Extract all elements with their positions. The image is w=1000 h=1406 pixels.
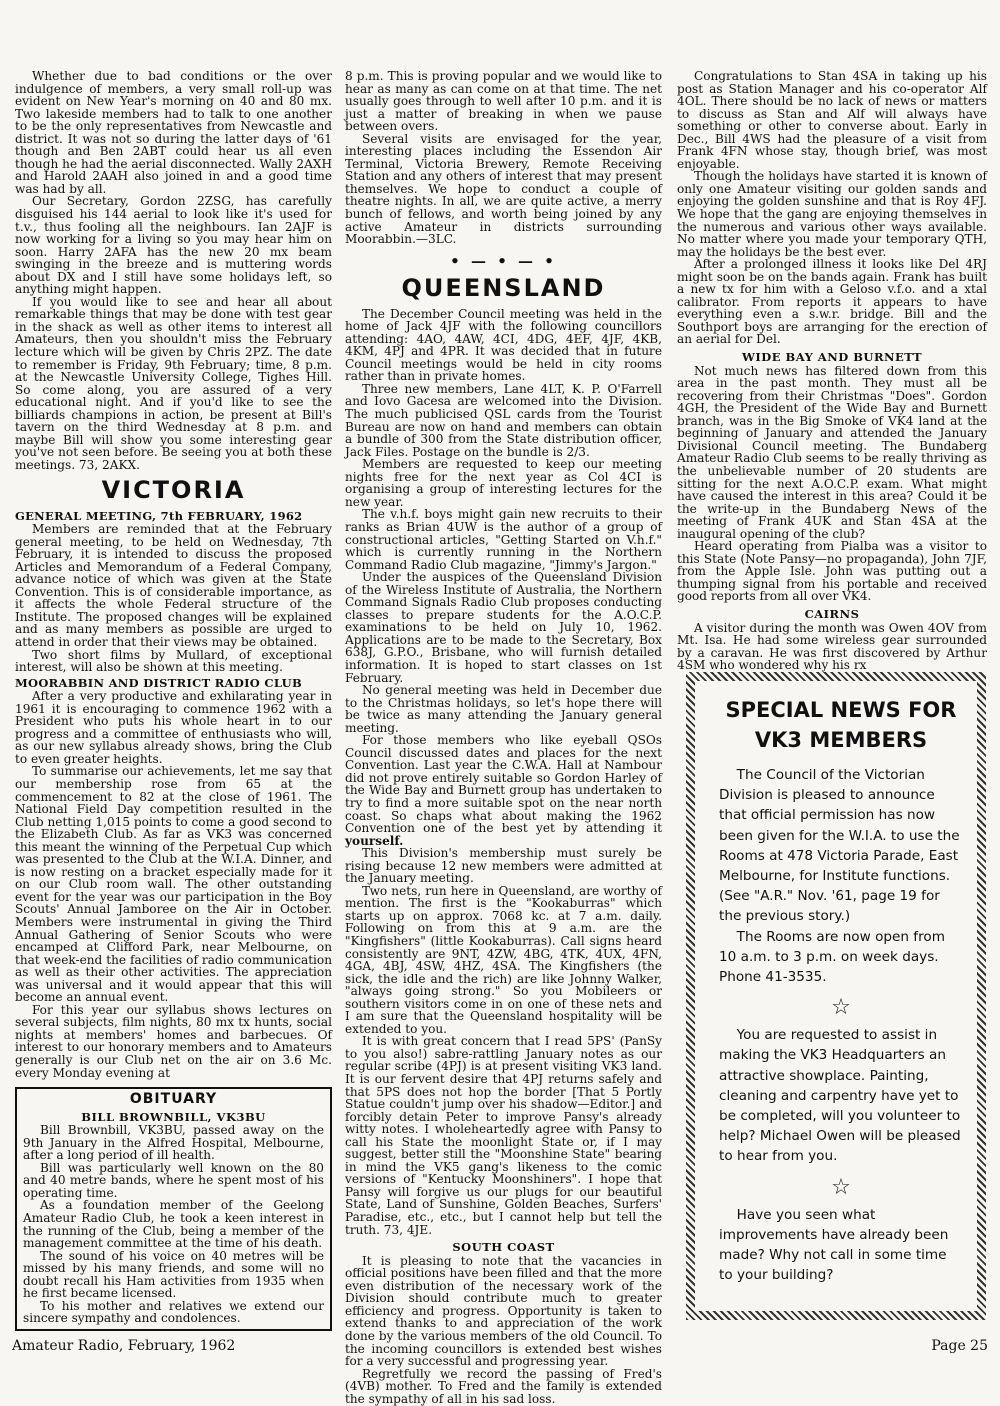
paragraph: Bill was particularly well known on the 80 and 40 metre bands, where he spent most of his operating time.	[23, 1160, 324, 1200]
paragraph-text: For those members who like eyeball QSOs Council discussed dates and places for the next Convention. Last year the C.W.A. Hall at Nambour did not prove entirely suitable so Gordon Harley of the Wide Bay and Burnett group has undertaken to try to find a more suitable spot on the near north coast. So chaps what about making the 1962 Convention one of the best yet by attending it	[345, 733, 662, 836]
paragraph: A visitor during the month was Owen 4OV from Mt. Isa. He had some wireless gear surrounded by a caravan. He was first discovered by Arthur 4SM who wondered why his rx	[677, 620, 987, 673]
paragraph: The v.h.f. boys might gain new recruits to their ranks as Brian 4UW is the author of a group of constructional articles, "Getting Started on V.h.f." which is currently running in the Northern Command Radio Club magazine, "Jimmy's Jargon."	[345, 507, 662, 572]
paragraph: The Council of the Victorian Division is pleased to announce that official permission has now been given for the W.I.A. to use the Rooms at 478 Victoria Parade, East Melbourne, for Institute functions. (See "A.R." Nov. '61, page 19 for the previous story.)	[719, 767, 960, 925]
paragraph: Not much news has filtered down from this area in the past month. They must all be recovering from their Christmas "Does". Gordon 4GH, the President of the Wide Bay and Burnett branch, was in the Big Smoke of VK4 land at the beginning of January and attended the January Divisional Council meeting. The Bundaberg Amateur Radio Club seems to be really thriving as the unbelievable number of 20 students are sitting for the next A.O.C.P. exam. What might have caused the interest in this area? Could it be the write-up in the Bundaberg News of the meeting of Frank 4UK and Stan 4SA at the inaugural opening of the club?	[677, 363, 987, 541]
paragraph: The December Council meeting was held in the home of Jack 4JF with the following councillors attending: 4AO, 4AW, 4CI, 4DG, 4EF, 4JF, 4KB, 4KM, 4PJ and 4PR. It was decided that in future Council meetings would be held in city rooms rather than in private homes.	[345, 306, 662, 384]
paragraph: To his mother and relatives we extend our sincere sympathy and condolences.	[23, 1298, 324, 1326]
paragraph: As a foundation member of the Geelong Amateur Radio Club, he took a keen interest in the running of the Club, being a member of the management committee at the time of his death.	[23, 1198, 324, 1251]
paragraph: The Rooms are now open from 10 a.m. to 3 p.m. on week days. Phone 41-3535.	[719, 928, 945, 986]
paragraph: Bill Brownbill, VK3BU, passed away on the 9th January in the Alfred Hospital, Melbourne, after a long period of ill health.	[23, 1123, 324, 1163]
paragraph: Members are reminded that at the February general meeting, to be held on Wednesday, 7th February, it is intended to discuss the proposed Articles and Memorandum of a Federal Company, advance notice of which was given at the State Convention. This is of considerable importance, as it affects the whole Federal structure of the Institute. The proposed changes will be explained and as many members as possible are urged to attend in order that their views may be obtained.	[15, 522, 332, 649]
paragraph: After a prolonged illness it looks like Del 4RJ might soon be on the bands again. Frank has built a new tx for him with a Geloso v.f.o. and a xtal calibrator. From reports it appears to have everything even a s.w.r. bridge. Bill and the Southport boys are arranging for the erection of an aerial for Del.	[677, 257, 987, 347]
paragraph: Members are requested to keep our meeting nights free for the next year as Col 4CI is organising a group of interesting lectures for the new year.	[345, 457, 662, 509]
special-news-content	[695, 681, 977, 1311]
obituary-title: OBITUARY	[129, 1091, 218, 1108]
paragraph: It is with great concern that I read 5PS' (PanSy to you also!) sabre-rattling January notes as our regular scribe (4PJ) is at present visiting VK3 land. It is our fervent desire that 4PJ returns safely and that 5PS does not hop the border [That 5 Portly Statue couldn't jump over his shadow—Editor.] and forcibly detain Peter to improve Pansy's already witty notes. I wholeheartedly agree with Pansy to call his State the moonlight State or, if I may suggest, better still the "Moonshine State" bearing in mind the VK5 gang's likeness to the comic versions of "Kentucky Moonshiners". I hope that Pansy will forgive us our plugs for our beautiful State, Land of Sunshine, Golden Beaches, Surfers' Paradise, etc., etc., but I cannot help but tell the truth. 73, 4JE.	[345, 1034, 662, 1237]
paragraph: No general meeting was held in December due to the Christmas holidays, so let's hope there will be twice as many attending the January general meeting.	[345, 683, 662, 735]
footer-page-number: Page 25	[931, 1338, 988, 1354]
paragraph: Whether due to bad conditions or the over indulgence of members, a very small roll-up was evident on New Year's morning on 40 and 80 mx. Two lakeside members had to talk to one another to be the only representatives from Newcastle and district. It was not so during the latter days of '61 though and Ben 2ABT could hear us all even though he had the aerial disconnected. Wally 2AXH and Harold 2AAH also joined in and a good time was had by all.	[15, 69, 332, 196]
paragraph: 8 p.m. This is proving popular and we would like to hear as many as can come on at that time. The net usually goes through to well after 10 p.m. and it is just a matter of breaking in when we pause between overs.	[345, 69, 662, 134]
special-news-title: SPECIAL NEWS FOR VK3 MEMBERS	[725, 698, 957, 752]
paragraph: Regretfully we record the passing of Fred's (4VB) mother. To Fred and the family is extended the sympathy of all in his sad loss.	[345, 1366, 662, 1406]
paragraph: Three new members, Lane 4LT, K. P. O'Farrell and Iovo Gacesa are welcomed into the Division. The much publicised QSL cards from the Tourist Bureau are now on hand and members can obtain a bundle of 300 from the State distribution officer, Jack Files. Postage on the bundle is 2/3.	[345, 381, 662, 459]
subheading-cairns: CAIRNS	[804, 606, 860, 621]
paragraph: For this year our syllabus shows lectures on several subjects, film nights, 80 mx tx hunts, social nights at members' homes and barbecues. Of interest to our honorary members and to Amateurs generally is our Club net on the air on 3.6 Mc. every Monday evening at	[15, 1002, 332, 1080]
paragraph: Congratulations to Stan 4SA in taking up his post as Station Manager and his co-operator Alf 4OL. There should be no lack of news or matters to discuss as Stan and Alf will always have something or other to converse about. Early in Dec., Bill 4WS had the pleasure of a visit from Frank 4FN whose stay, though brief, was most enjoyable.	[677, 69, 987, 171]
emphasis-text: yourself.	[345, 833, 404, 848]
star-icon: ☆	[831, 995, 851, 1021]
subheading-moorabbin: MOORABBIN AND DISTRICT RADIO CLUB	[15, 675, 302, 690]
paragraph: To summarise our achievements, let me say that our membership rose from 65 at the commencement to 82 at the close of 1961. The National Field Day competition resulted in the Club netting 1,015 points to come a good second to the Elizabeth Club. As far as VK3 was concerned this meant the winning of the Perpetual Cup which was presented to the Club at the W.I.A. Dinner, and is now resting on a bracket especially made for it on our Club room wall. The other outstanding event for the year was our participation in the Boy Scouts' Annual Jamboree on the Air in October. Members were instrumental in giving the Third Annual Gathering of Senior Scouts who were encamped at Clifford Park, near Melbourne, on that week-end the facilities of radio communication as well as their other activities. The appreciation was universal and it would appear that this will become an annual event.	[15, 764, 332, 1005]
obituary-heading: BILL BROWNBILL, VK3BU	[81, 1109, 266, 1124]
section-title-queensland: QUEENSLAND	[401, 273, 606, 302]
paragraph: Though the holidays have started it is known of only one Amateur visiting our golden sands and enjoying the golden sunshine and that is Roy 4FJ. We hope that the gang are enjoying themselves in the numerous and various other ways available. No matter where you made your temporary QTH, may the holidays be the best ever.	[677, 169, 987, 259]
column-middle	[345, 69, 662, 1406]
column-left	[15, 69, 332, 1326]
paragraph: Heard operating from Pialba was a visitor to this State (Note Pansy—no propaganda), John 7JF, from the Apple Isle. John was putting out a thumping signal from his portable and received good reports from all over VK4.	[677, 539, 987, 604]
paragraph	[345, 734, 662, 847]
paragraph: This Division's membership must surely be rising because 12 new members were admitted at the January meeting.	[345, 846, 662, 886]
paragraph: It is pleasing to note that the vacancies in official positions have been filled and that the more even distribution of the necessary work of the Division should contribute much to greater efficiency and progress. Opportunity is taken to extend thanks to and appreciation of the work done by the various members of the old Council. To the incoming councillors is extended best wishes for a very successful and progressing year.	[345, 1253, 662, 1369]
subheading-south-coast: SOUTH COAST	[452, 1240, 555, 1255]
paragraph: After a very productive and exhilarating year in 1961 it is encouraging to commence 1962 with a President who puts his whole heart in to our progress and a committee of enthusiasts who will, as our new syllabus already shows, bring the Club to even greater heights.	[15, 689, 332, 766]
section-divider: • — • — •	[450, 251, 557, 270]
paragraph: The sound of his voice on 40 metres will be missed by his many friends, and some will no doubt recall his Ham activities from 1935 when he first became licensed.	[23, 1248, 324, 1301]
paragraph: Have you seen what improvements have already been made? Why not call in some time to your building?	[719, 1206, 949, 1284]
paragraph: You are requested to assist in making the VK3 Headquarters an attractive showplace. Painting, cleaning and carpentry have yet to be completed, will you volunteer to help? Michael Owen will be pleased to hear from you.	[719, 1027, 961, 1165]
paragraph: Our Secretary, Gordon 2ZSG, has carefully disguised his 144 aerial to look like it's used for t.v., thus fooling all the neighbours. Ian 2AJF is now working for a living so you may hear him on soon. Harry 2AFA has the new 20 mx beam swinging in the breeze and is muttering words about DX and I still have some holidays left, so anything might happen.	[15, 194, 332, 297]
section-title-victoria: VICTORIA	[101, 475, 246, 504]
footer-publication: Amateur Radio, February, 1962	[12, 1338, 236, 1354]
paragraph: If you would like to see and hear all about remarkable things that may be done with test gear in the shack as well as other items to interest all Amateurs, then you shouldn't miss the February lecture which will be given by Chris 2PZ. The date to remember is Friday, 9th February; time, 8 p.m. at the Newcastle University College, Tighes Hill. So come along, you are assured of a very educational night. And if you'd like to see the billiards champions in action, be present at Bill's tavern on the third Wednesday at 8 p.m. and maybe Bill will show you some interesting gear you've not seen before. Be seeing you at both these meetings. 73, 2AKX.	[15, 294, 332, 472]
subheading-general-meeting: GENERAL MEETING, 7th FEBRUARY, 1962	[15, 508, 303, 523]
paragraph: Two short films by Mullard, of exceptional interest, will also be shown at this meeting.	[15, 647, 332, 675]
paragraph: Two nets, run here in Queensland, are worthy of mention. The first is the "Kookaburras" which starts up on approx. 7068 kc. at 7 a.m. daily. Following on from this at 9 a.m. are the "Kingfishers" (little Kookaburras). Call signs heard consistently are 9NT, 4ZW, 4BG, 4TK, 4UX, 4FN, 4GA, 4BJ, 4SW, 4HZ, 4SA. The Kingfishers (the sick, the idle and the rich) are like Johnny Walker, "always going strong." So you Mobileers or southern visitors come in on one of these nets and I am sure that the Queensland hospitality will be extended to you.	[345, 883, 662, 1036]
paragraph: Under the auspices of the Queensland Division of the Wireless Institute of Australia, the Northern Command Signals Radio Club proposes conducting classes to prepare students for the A.O.C.P. examinations to be held on July 10, 1962. Applications are to be made to the Secretary, Box 638J, G.P.O., Brisbane, who will furnish detailed information. It is hoped to start classes on 1st February.	[345, 570, 662, 685]
special-news-box	[686, 672, 986, 1320]
column-right	[677, 69, 987, 673]
subheading-wide-bay: WIDE BAY AND BURNETT	[741, 350, 923, 365]
obituary-box	[15, 1087, 332, 1331]
paragraph: Several visits are envisaged for the year, interesting places including the Essendon Air Terminal, Victoria Brewery, Remote Receiving Station and any others of interest that may present themselves. We hope to conduct a couple of theatre nights. In all, we are quite active, a merry bunch of fellows, and worth being joined by any active Amateur in districts surrounding Moorabbin.—3LC.	[345, 131, 662, 247]
star-icon: ☆	[831, 1174, 851, 1200]
